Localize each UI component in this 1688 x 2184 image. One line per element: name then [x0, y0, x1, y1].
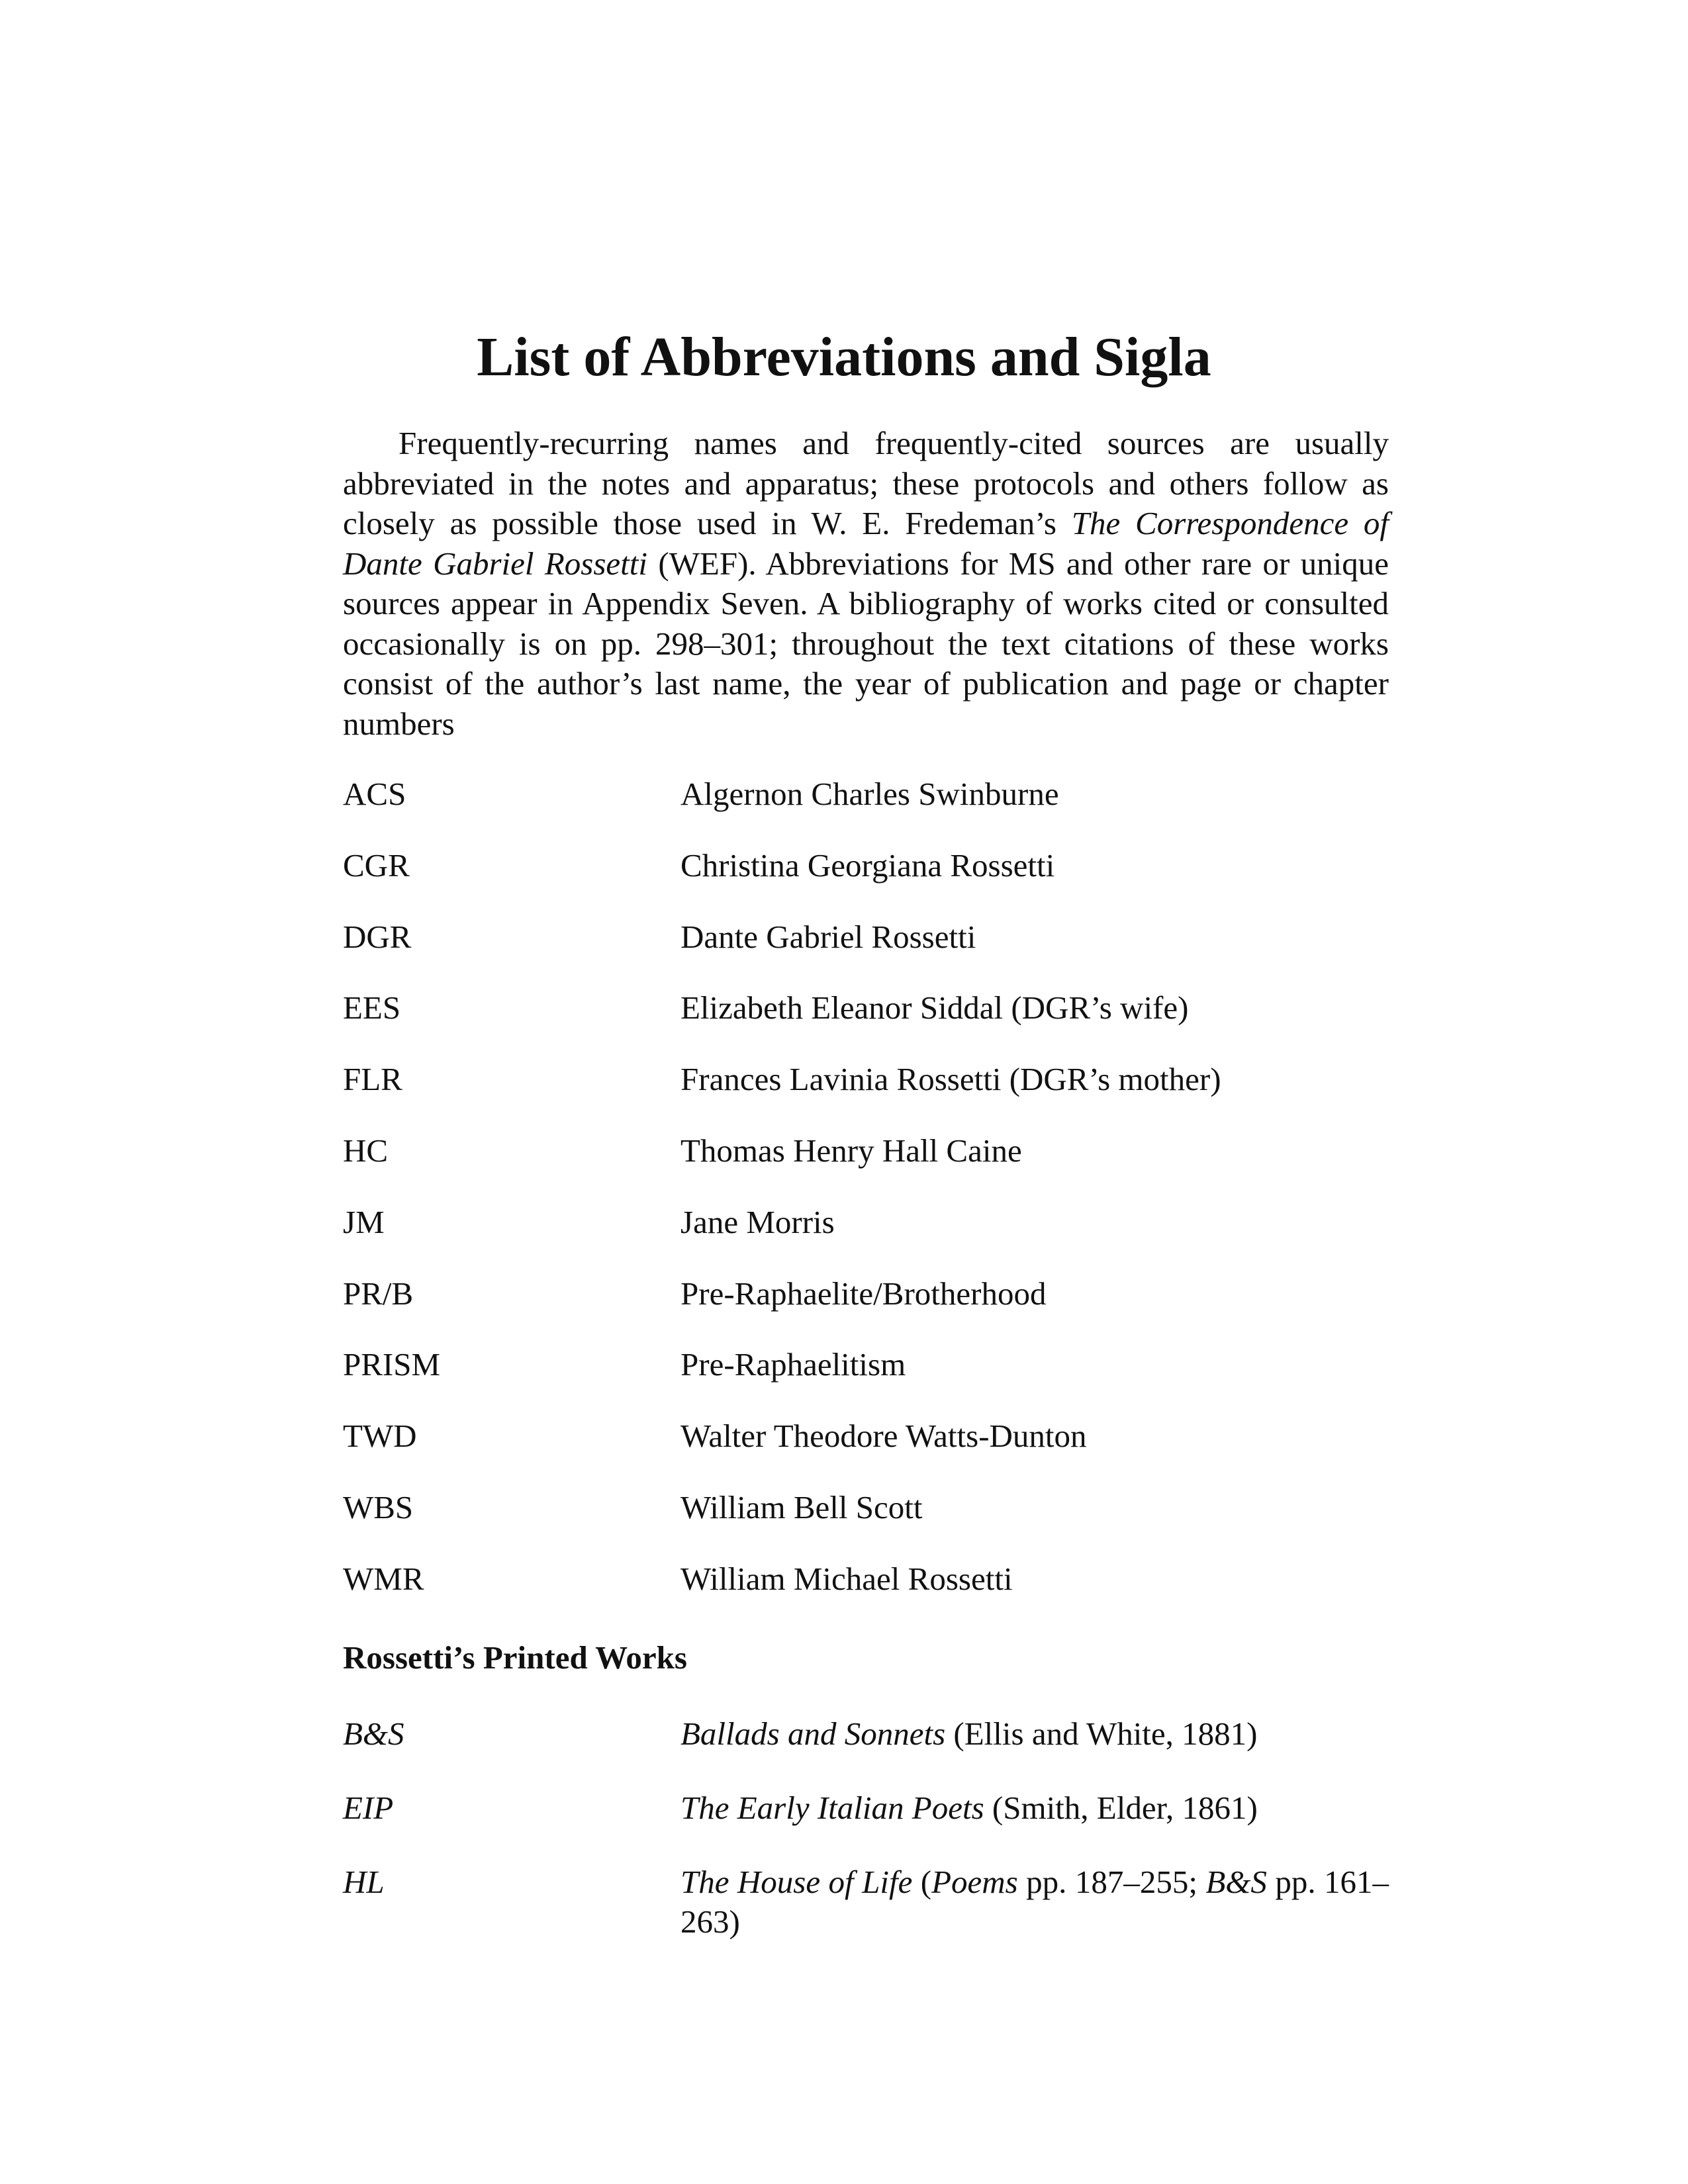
abbreviation-key: JM: [343, 1203, 385, 1240]
abbreviation-row: [343, 846, 1389, 917]
abbreviation-key: ACS: [343, 776, 406, 812]
abbreviation-value: Pre-Raphaelite/Brotherhood: [680, 1275, 1047, 1312]
abbreviation-value: William Bell Scott: [680, 1488, 923, 1525]
printed-work-poems-ref: Poems: [931, 1864, 1018, 1900]
abbreviation-row: [343, 1274, 1389, 1345]
abbreviation-value: Walter Theodore Watts-Dunton: [680, 1418, 1087, 1455]
printed-work-title: The Early Italian Poets: [680, 1790, 984, 1826]
printed-work-value: [680, 1862, 1389, 1942]
abbreviation-key: FLR: [343, 1061, 402, 1098]
printed-works-heading: Rossetti’s Printed Works: [343, 1639, 687, 1676]
printed-work-value: [680, 1714, 1389, 1754]
printed-work-bs-ref: B&S: [1205, 1864, 1267, 1900]
abbreviation-key: CGR: [343, 846, 410, 884]
printed-work-row: [343, 1714, 1389, 1754]
printed-work-title: The House of Life: [680, 1864, 913, 1900]
abbreviation-value: Dante Gabriel Rossetti: [680, 918, 976, 955]
printed-work-row: [343, 1862, 1389, 1942]
printed-work-details: pp. 161–263): [680, 1864, 1389, 1940]
printed-work-details: (: [912, 1864, 932, 1900]
abbreviation-key: PRISM: [343, 1346, 441, 1383]
abbreviation-key: DGR: [343, 918, 412, 955]
printed-work-row: [343, 1788, 1389, 1828]
abbreviation-row: [343, 1345, 1389, 1416]
intro-paragraph: [343, 424, 1389, 744]
printed-work-details: pp. 187–255;: [1017, 1864, 1206, 1900]
printed-work-details: (Smith, Elder, 1861): [984, 1790, 1258, 1826]
printed-works-list: [343, 1714, 1389, 1976]
abbreviation-key: WBS: [343, 1488, 414, 1525]
printed-work-title: Ballads and Sonnets: [680, 1715, 946, 1752]
abbreviation-row: [343, 1060, 1389, 1131]
intro-text-1: Frequently-recurring names and frequently-cited sources are usually abbreviated in the notes and apparatus; these protocols and others follow as closely as possible those used in W. E. Fredeman’s: [343, 425, 1389, 541]
abbreviation-key: WMR: [343, 1560, 424, 1597]
abbreviation-value: Jane Morris: [680, 1203, 835, 1240]
abbreviation-key: EES: [343, 989, 401, 1026]
page-title: List of Abbreviations and Sigla: [477, 326, 1211, 388]
abbreviation-value: Christina Georgiana Rossetti: [680, 846, 1055, 884]
abbreviation-row: [343, 774, 1389, 846]
abbreviation-value: Algernon Charles Swinburne: [680, 776, 1059, 812]
abbreviation-key: TWD: [343, 1418, 417, 1455]
printed-work-key: B&S: [343, 1715, 404, 1752]
printed-work-key: EIP: [343, 1790, 394, 1826]
abbreviation-value: Elizabeth Eleanor Siddal (DGR’s wife): [680, 989, 1189, 1026]
abbreviation-value: Thomas Henry Hall Caine: [680, 1132, 1022, 1169]
printed-work-details: (Ellis and White, 1881): [945, 1715, 1258, 1752]
abbreviation-row: [343, 1131, 1389, 1203]
abbreviation-key: PR/B: [343, 1275, 414, 1312]
abbreviation-value: William Michael Rossetti: [680, 1560, 1013, 1597]
abbreviation-row: [343, 1488, 1389, 1559]
abbreviation-row: [343, 988, 1389, 1060]
abbreviation-row: [343, 1559, 1389, 1631]
abbreviation-key: HC: [343, 1132, 389, 1169]
printed-work-value: [680, 1788, 1389, 1828]
intro-text-2: (WEF). Abbreviations for MS and other rare or unique sources appear in Appendix Seven. A bibliography of works cited or consulted occasionally is on pp. 298–301; throughout the text citations of these works consist of the author’s last name, the year of publication and page or chapter numbers: [343, 545, 1389, 742]
abbreviation-value: Frances Lavinia Rossetti (DGR’s mother): [680, 1061, 1221, 1098]
abbreviation-row: [343, 1416, 1389, 1488]
abbreviation-row: [343, 917, 1389, 989]
abbreviation-list: [343, 774, 1389, 1631]
abbreviation-value: Pre-Raphaelitism: [680, 1346, 906, 1383]
intro-italic-title: The Correspondence of Dante Gabriel Rossetti: [343, 505, 1389, 582]
abbreviation-row: [343, 1203, 1389, 1274]
printed-work-key: HL: [343, 1864, 385, 1900]
